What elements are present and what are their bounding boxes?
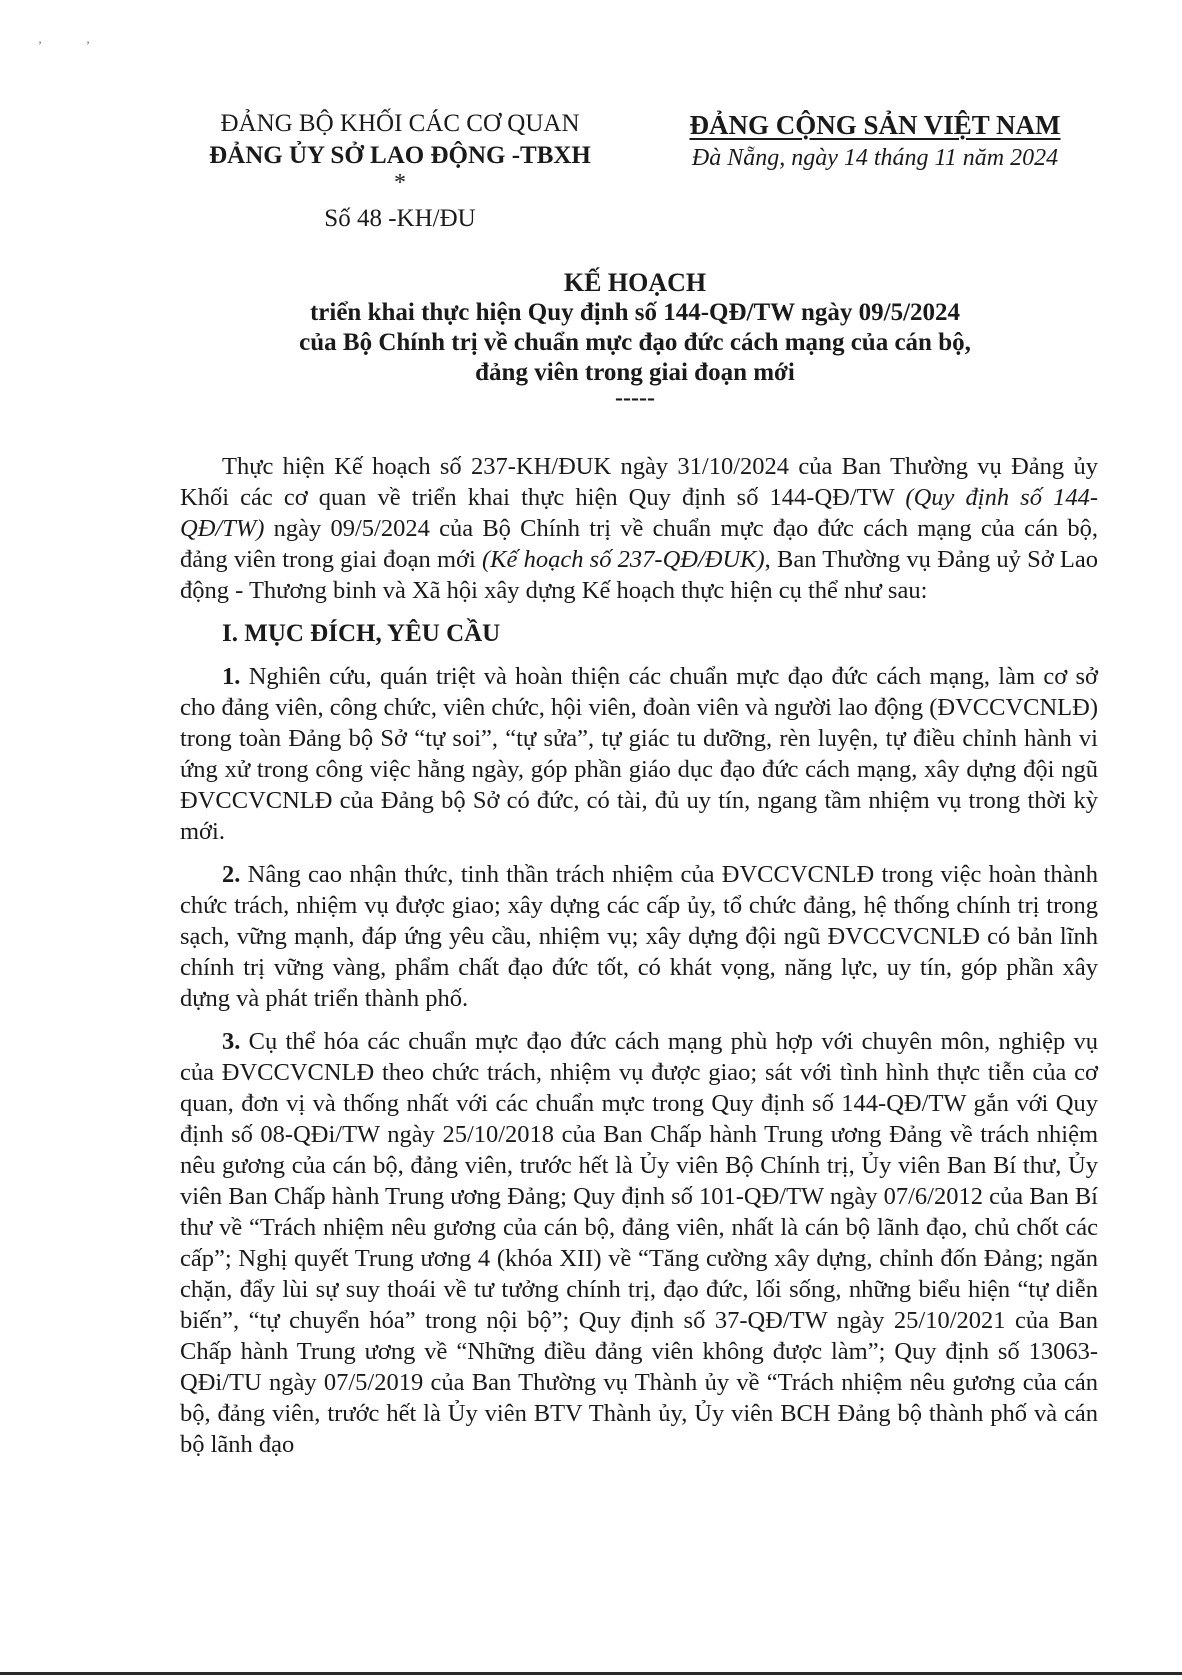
item-number: 3. bbox=[222, 1028, 241, 1055]
place-date: Đà Nẵng, ngày 14 tháng 11 năm 2024 bbox=[691, 145, 1059, 171]
national-header bbox=[655, 108, 1095, 174]
numbered-paragraph bbox=[180, 859, 1098, 1014]
intro-paragraph bbox=[180, 451, 1098, 606]
org-line-2: ĐẢNG ỦY SỞ LAO ĐỘNG -TBXH bbox=[209, 142, 591, 169]
star-mark: * bbox=[394, 170, 406, 196]
document-title bbox=[180, 268, 1090, 411]
title-line-2: của Bộ Chính trị về chuẩn mực đạo đức cách mạng của cán bộ, bbox=[299, 329, 971, 356]
item-number: 2. bbox=[222, 861, 241, 888]
item-text: Nghiên cứu, quán triệt và hoàn thiện các chuẩn mực đạo đức cách mạng, làm cơ sở cho đảng viên, công chức, viên chức, hội viên, đoàn viên và người lao động (ĐVCCVCNLĐ) trong toàn Đảng bộ Sở “tự soi”, “tự sửa”, tự giác tu dưỡng, rèn luyện, tự điều chỉnh hành vi ứng xử trong công việc hằng ngày, góp phần giáo dục đạo đức cách mạng, xây dựng đội ngũ ĐVCCVCNLĐ của Đảng bộ Sở có đức, có tài, đủ uy tín, ngang tầm nhiệm vụ trong thời kỳ mới. bbox=[180, 663, 1098, 845]
intro-text-1: Thực hiện Kế hoạch số 237-KH/ĐUK ngày 31/10/2024 của Ban Thường vụ Đảng ủy Khối các cơ quan về triển khai thực hiện Quy định số 144-QĐ/TW bbox=[180, 453, 1098, 511]
intro-italic-2: (Kế hoạch số 237-QĐ/ĐUK) bbox=[482, 546, 765, 573]
title-separator: ----- bbox=[615, 385, 655, 411]
item-text: Cụ thể hóa các chuẩn mực đạo đức cách mạng phù hợp với chuyên môn, nghiệp vụ của ĐVCCVCNLĐ theo chức trách, nhiệm vụ được giao; sát với tình hình thực tiễn của cơ quan, đơn vị và thống nhất với các chuẩn mực trong Quy định số 144-QĐ/TW gắn với Quy định số 08-QĐi/TW ngày 25/10/2018 của Ban Chấp hành Trung ương Đảng về trách nhiệm nêu gương của cán bộ, đảng viên, trước hết là Ủy viên Bộ Chính trị, Ủy viên Ban Bí thư, Ủy viên Ban Chấp hành Trung ương Đảng; Quy định số 101-QĐ/TW ngày 07/6/2012 của Ban Bí thư về “Trách nhiệm nêu gương của cán bộ, đảng viên, nhất là cán bộ lãnh đạo, chủ chốt các cấp”; Nghị quyết Trung ương 4 (khóa XII) về “Tăng cường xây dựng, chỉnh đốn Đảng; ngăn chặn, đẩy lùi sự suy thoái về tư tưởng chính trị, đạo đức, lối sống, những biểu hiện “tự diễn biến”, “tự chuyển hóa” trong nội bộ”; Quy định số 37-QĐ/TW ngày 25/10/2021 của Ban Chấp hành Trung ương về “Những điều đảng viên không được làm”; Quy định số 13063-QĐi/TU ngày 07/5/2019 của Ban Thường vụ Thành ủy về “Trách nhiệm nêu gương của cán bộ, đảng viên, trước hết là Ủy viên BTV Thành ủy, Ủy viên BCH Đảng bộ thành phố và cán bộ lãnh đạo bbox=[180, 1028, 1098, 1458]
title-line-1: triển khai thực hiện Quy định số 144-QĐ/TW ngày 09/5/2024 bbox=[309, 299, 961, 326]
scan-edge bbox=[0, 1672, 1182, 1675]
numbered-paragraph bbox=[180, 1026, 1098, 1460]
intro-text-2: ngày 09/5/2024 của Bộ Chính trị về chuẩn mực đạo đức cách mạng của cán bộ, đảng viên trong giai đoạn mới bbox=[180, 515, 1098, 573]
party-name: ĐẢNG CỘNG SẢN VIỆT NAM bbox=[689, 110, 1061, 140]
document-number: Số 48 -KH/ĐU bbox=[324, 205, 476, 232]
item-text: Nâng cao nhận thức, tinh thần trách nhiệm của ĐVCCVCNLĐ trong việc hoàn thành chức trách, nhiệm vụ được giao; xây dựng các cấp ủy, tổ chức đảng, hệ thống chính trị trong sạch, vững mạnh, đáp ứng yêu cầu, nhiệm vụ; xây dựng đội ngũ ĐVCCVCNLĐ có bản lĩnh chính trị vững vàng, phẩm chất đạo đức tốt, có khát vọng, năng lực, uy tín, góp phần xây dựng và phát triển thành phố. bbox=[180, 861, 1098, 1012]
intro-text-3: , Ban Thường vụ Đảng uỷ Sở Lao động - Thương binh và Xã hội xây dựng Kế hoạch thực hiện cụ thể như sau: bbox=[180, 546, 1099, 604]
issuing-authority bbox=[180, 108, 620, 234]
section-heading: I. MỤC ĐÍCH, YÊU CẦU bbox=[222, 620, 501, 647]
document-body bbox=[180, 451, 1098, 1472]
item-number: 1. bbox=[222, 663, 241, 690]
intro-italic-1: (Quy định số 144-QĐ/TW) bbox=[180, 484, 1098, 542]
org-line-1: ĐẢNG BỘ KHỐI CÁC CƠ QUAN bbox=[220, 110, 580, 137]
scan-speck: ’ bbox=[38, 38, 42, 52]
scan-speck: ’ bbox=[86, 38, 90, 52]
title-line-3: đảng viên trong giai đoạn mới bbox=[475, 359, 795, 386]
numbered-paragraph bbox=[180, 661, 1098, 847]
title-main: KẾ HOẠCH bbox=[563, 268, 707, 297]
